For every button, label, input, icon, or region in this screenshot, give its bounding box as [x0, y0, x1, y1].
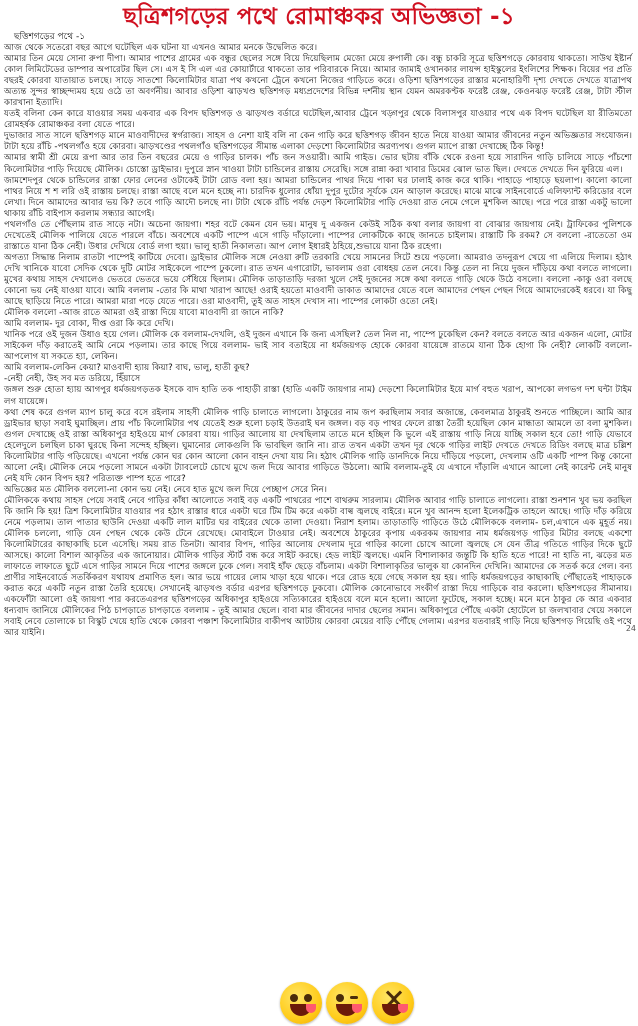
paragraph: জামশেদপুর থেকে চান্ডিলের রাস্তা ফোর লেনের ওটাকেই টাটা রোড বলা হয়। আমরা চান্ডিলের পাথর দিয়ে পাকা ঘর ঢালাই কাজ করে থাকি। পাহাড়ে পাহাড়ে ছয়লাপ। কালো কালো পাথর নিয়ে শ শ লরি ওই রাস্তায় চলছে। রাস্তা আছে বলে মনে হচ্ছে না। চারদিক ধুলোর ধোঁয়া দুপুর দুটোর সূর্যকে যেন আড়াল করেছে। মাঝে মাঝে সাইনবোর্ডে এলিফ্যান্ট করিডোর বলে লেখা। দিনে আমাদের আবার ভয় কি? তবে গাড়ি আদৌ চলছে না। টাটা থেকে রাঁচি পর্যন্ত দেড়শ কিলোমিটার পাড়ি দেওয়া রাত নেমে গেলে মুশকিল আছে। পরে পরে রাস্তা একটু ভালো থাকায় রাঁচি বাইপাস করলাম সন্ধ্যার আগেই। [4, 175, 632, 219]
paragraph: আমার স্বামী শ্রী মেয়ে রূপা আর তার তিন বছরের মেয়ে ও গাড়ির চালক। পাঁচ জন সওয়ারী। আমি গাইড। ভোর ছটায় বাঁকি থেকে রওনা হয়ে সারাদিন গাড়ি চালিয়ে সাড়ে পাঁচশো কিলোমিটার পাড়ি দিয়েছে মৌলিক। চোস্তো ড্রাইভার। দুপুরে স্নান খাওয়া টাটা চান্ডিলের রাস্তায় সেরেছি। সঙ্গে রান্না করা খাবার ডিমের ঝোল ভাত ছিল। দেখতে দেখতে দিন ফুরিয়ে এল। [4, 153, 632, 175]
paragraph: আজ থেকে সতেরো বছর আগে ঘটেছিল এক ঘটনা যা এখনও আমার মনকে উদ্বেলিত করে। [4, 43, 318, 53]
paragraph: মৌলিককে কথায় সাহস পেয়ে সবাই নেবে গাড়ির কাঁধা আলোতে সবাই বড় একটি পাথরের পাশে বাথরুম সারলাম। মৌলিক আবার গাড়ি চালাতে লাগলো। রাস্তা শুনশান খুব ভয় করছিল কি জানি কি হয়! ত্রিশ কিলোমিটার যাওয়ার পর হঠাৎ রাস্তার ধারে একটা ঘরে টিম টিম করে একটা বাল্ব জ্বলছে বাইরে। মনে খুব আনন্দ হলো ইলেকট্রিক তাহলে আছে। গাড়ি দাঁড় করিয়ে নেমে পড়লাম। তাল পাতার ছাউনি দেওয়া একটি লাল মাটির ঘর বাইরের থেকে তালা দেওয়া। নিরাশ হলাম। তাড়াতাড়ি গাড়িতে উঠে মৌলিককে বললাম- চল,এখানে এক মুহূর্ত নয়। মৌলিক চললো, গাড়ি যেন পেছন থেকে কেউ টেনে রেখেছে। মোবাইলে টাওয়ার নেই। অবশেষে ঠাকুরের কৃপায় একরকম জায়গার নাম ধর্মজয়গড় গাড়ির মিটার বলছে একশো কিলোমিটারের কাছাকাছি চলে এসেছি। সময় রাত তিনটা। আবার বিপদ, গাড়ির আলোয় দেখলাম দূরে গাড়ির কালো চোখে আলো জ্বলছে সে যেন তীব্র গতিতে গাড়ির দিকে ছুটে আসছে। কালো বিশাল আকৃতির এক জানোয়ার। মৌলিক গাড়ির স্টার্ট বন্ধ করে সাইট করছে। হেড লাইট জ্বলছে। এমনি বিশালাকার জন্তুটি কি হাতি হতে পারে! না হাতি না, ঝড়ের মত লাফাতে লাফাতে ছুটে এসে গাড়ির সামনে দিয়ে পাশের জঙ্গলে ঢুকে গেল। সবাই হাঁফ ছেড়ে বাঁচলাম। একটা বিশালাকৃতির ভালুক যা কোনদিন দেখিনি। আমাদের কে সতর্ক করে গেল। বন্য প্রাণীর সাইনবোর্ডে সতর্কিকরণ যথাযথ প্রমাণিত হল। আর ভয়ে গায়ের লোম খাড়া হয়ে থাকে। পরে রোড হয়ে গেছে সকাল হয় হয়। গাড়ি ধর্মজয়গড়ের কাছাকাছি পৌঁছাতেই পাহাড়কে করাত করে একটি নতুন রাস্তা তৈরি হয়েছে। সেখানেই ঝাড়খণ্ড বর্ডার এরপর ছত্তিশগড়ে ঢুকবো। মৌলিক কোনোভাবে সংকীর্ণ রাস্তা দিয়ে গাড়িকে বার করলো। ছত্তিশগড়ের সীমানায়। একফোঁটা আলো ওই জায়গা পার করতেএরপর ছত্তিশগড়ের অধিকাপুর হাইওয়ে সত্যিকারের হাইওয়ে বলে মনে হলো। আলো ফুটেছে, সকাল হচ্ছে। মনে মনে ঠাকুর কে আর একবার ধন্যবাদ জানিয়ে মৌলিকের পিঠ চাপড়াতে চাপড়াতে বললাম - তুই আমার ছেলে। বাবা মার জীবনের দাদার ছেলের সমান। অধিকাপুরে পৌঁছে একটা হোটেলে চা জলখাবার খেয়ে সকালে সবাই নেবে তোলাকে চা বিস্কুট খেয়ে হাতি থেকে কোরবা পঞ্চাশ কিলোমিটার বাকীপথ আটটায় কোরবা মেয়ের বাড়ি পৌঁছে গেলাম। এরপর যতবারই গাড়ি নিয়ে ছত্তিশগড় গিয়েছি ওই পথে আর যাইনি। [4, 495, 632, 639]
tongue-out-face-icon [280, 982, 322, 1024]
paragraph: দুভাজার সাত সালে ছত্তিশগড় মানে মাওবাদীদের স্বর্গরাজ্য। সাহস ও নেশা যাই বলি না কেন গাড়ি করে ছত্তিশগড় জীবন হাতে নিয়ে যাওয়া আমার জীবনের নতুন অভিজ্ঞতার সংযোজন। টাটা হয়ে রাঁচি -পথলগাঁও হয়ে কোরবা। ঝাড়খণ্ডের পথলগাঁও ছত্তিশগড়ের সীমান্ত এলাকা দেড়শো কিলোমিটার অরণ্যপথ। গুগল ম্যাপে রাস্তা দেখাচ্ছে ঠিক কিন্তু! [4, 131, 632, 153]
paragraph: মৌলিক বললো -আজ রাতে আমরা ওই রাস্তা দিয়ে যাবো মাওবাদী রা জানে নাকি? [4, 308, 284, 319]
paragraph: আমার তিন মেয়ে সোনা রুপা দীপা। আমার পাশের গ্রামের এক বন্ধুর ছেলের সঙ্গে বিয়ে দিয়েছিলাম মেজো মেয়ে রুপালী কে। বন্ধু চাকরি সূত্রে ছত্তিশগড়ে কোরবায় থাকতো। সাউথ ইষ্টার্ন কোল লিমিটেডের ডাম্পার অপারেটর ছিল সে। এস ই সি এল এর কোয়ার্টারে থাকতো তার পরিবারকে নিয়ে। আমার জামাই ওখানকার লায়ন্স হাইস্কুলের ইংলিশের শিক্ষক। বিয়ের পর প্রতি বছরই কোরবা যাতায়াত চলছে। সাড়ে সাতশো কিলোমিটার যাত্রা পথ কখনো ট্রেনে কখনো নিজের গাড়িতে করে। ওড়িশা ছত্তিশগড়ের রাস্তার মনোহারিণী দৃশ্য দেখতে দেখতে যাত্রাপথ অত্যন্ত সুন্দর স্বাচ্ছন্দ্যময় হয়ে ওঠে তা অবর্ণনীয়। আবার ওড়িশা ঝাড়খণ্ড ছত্তিশগড় মধ্যপ্রদেশের বিভিন্ন দর্শনীয় স্থান যেমন অমরকণ্টক ফরেষ্ট রেঞ্জ, কেওনঝড় ফরেষ্ট রেঞ্জ, টাটা স্টীল কারখানা ইত্যাদি। [4, 54, 632, 109]
paragraph: কথা শেষ করে গুগল ম্যাপ চালু করে বসে রইলাম সাহসী মৌলিক গাড়ি চালাতে লাগলো। ঠাকুরের নাম জপ করছিলাম সবার অজান্তে, কেবলমাত্র ঠাকুরই শুনতে পাচ্ছিলে। আমি আর ড্রাইভার ছাড়া সবাই ঘুমাচ্ছিল। প্রায় পাঁচ কিলোমিটার পথ যেতেই শুরু হলো চড়াই উতরাই ঘন জঙ্গল। বড় বড় পাথর ফেলে রাস্তা তৈরী হয়েছিল কোন মান্ধাতা আমলে তা বলা মুশকিল। গুগল দেখাচ্ছে ওই রাস্তা অধিকাপুর হাইওয়ে মার্গ কোরবা যায়। গাড়ির আলোয় যা দেখছিলাম তাতে মনে হচ্ছিল কি ভুলে এই রাস্তায় গাড়ি নিয়ে যাচ্ছি সকাল হবে তো! গাড়ি যেভাবে হেলেদুলে চলছিল চাকা ঘুরছে কিনা সন্দেহ হচ্ছিল। ঘুমানোর লোকগুলি কি ভাবছিল জানি না। রাত তখন একটা তখন দূর থেকে গাড়ির লাইট দেখতে দেখতে রিডিং বলছে মাত্র চল্লিশ কিলোমিটার গাড়ি গড়িয়েছে। এখনো পর্যন্ত কোন ঘর কোন আলো কোন বাহন দেখা যায় নি। হঠাৎ মৌলিক গাড়ি ডানদিকে নিয়ে দাঁড়িয়ে পড়লো, দেখলাম ওটি একটি পাম্প কিন্তু কোনো আলো নেই। মৌলিক নেমে পড়লো সামনে একটা ট্যাবলেটে চোখে মুখে জল দিয়ে আবার গাড়িতে উঠলো। আমি বললাম-তুই যে এখানে দাঁড়ালি এখানে আলো নেই কারেন্ট নেই মানুষ নেই যদি কোন বিপদ হয়? পরিত্যক্ত পাম্প হতে পারে? [4, 407, 632, 484]
paragraph: যতই বলিনা কেন কারে যাওয়ার সময় একবার এক বিপদ ছত্তিশগড় ও ঝাড়খণ্ড বর্ডারে ঘটেছিল,আবার ট্রেনে খড়্গপুর থেকে বিলাসপুর যাওয়ার পথে এক বিপদ ঘটেছিল যা রীতিমতো রোমহর্ষক রোমাঞ্চকর বলা যেতে পারে। [4, 109, 632, 131]
subtitle: ছত্তিশগড়ের পথে -১ [14, 32, 86, 42]
paragraph: জঙ্গল শুরু হোতা হ্যায় আগপুর ধর্মজয়গড়তক ইসকে বাদ হাতি তক পাহাড়ী রাস্তা (হাতি একটি জায়গার নাম) দেড়শো কিলোমিটার ইয়ে মার্গ বহুত খরাপ, আপকো লগভগ দশ ঘন্টা টাইম লগ যায়েঙ্গে। [4, 385, 632, 407]
paragraph: পথলগাঁও তে পৌঁছলাম রাত সাড়ে নটা। অচেনা জায়গা। শহর বটে কেমন যেন ভয়। মানুষ দু একজন কেউই সঠিক কথা বলার জায়গা বা বোঝার জায়গায় নেই। ট্রাফিকের পুলিশকে দেখেতেই মৌলিক পালিয়ে যেতে পারলে বাঁচে। অবশেষে একটি পাম্পে এসে গাড়ি দাঁড়ালো। পাম্পের লোকটিকে কাছে জানতে চাইলাম। রাস্তাটি কি রকম? সে বললো -রাতেতো ওম রাস্তাতে যানা ঠিক নেহী। উধার দেখিয়ে বোর্ড লগা হুয়া। ভালু হাতী নিকালতা। আপ লোগ ইধারই ঠহিয়ে,শুভায়ে যানা ঠিক রহেগা। [4, 219, 632, 252]
paragraph: অভিজ্ঞের মত মৌলিক বললো-না কোন ভয় নেই। নেবে হাত মুখে জল দিয়ে পেচ্ছাপ সেরে নিন। [4, 484, 327, 495]
paragraph: খানিক পরে ওই দুজন উধাও হয়ে গেল। মৌলিক কে বললাম-দেখলি, ওই দুজন এখানে কি জন্য এসছিল? তেল নিল না, পাম্পে ঢুকেছিল কেন? বলতে বলতে আর একজন এলো, মোটর সাইকেল দাঁড় করাতেই আমি নেমে পড়লাম। তার কাছে গিয়ে বললাম- ভাই সাব বতাইয়ে না ধর্মজয়গড় হোকে কোরবা যায়েঙ্গে রাতমে যানা ঠিক হোগা কি নেহী? লোকটি বললো-আপলোগ যা সকতে হ্যা, লেকিন। [4, 330, 632, 363]
paragraph: অগত্যা সিদ্ধান্ত নিলাম রাতটা পাম্পেই কাটিয়ে দেবো। ড্রাইভার মৌলিক সঙ্গে নেওয়া রুটি তরকারি খেয়ে সামনের সিটে শুয়ে পড়লো। আমরাও তদনুরূপ খেয়ে গা এলিয়ে দিলাম। হঠাৎ দেখি খানিকে যাবো সেদিক থেকে দুটি মোটর সাইকেলে পাম্পে ঢুকলো। রাত তখন এগারোটা, ভাবলাম ওরা বোধহয় তেল নেবে। কিন্তু তেল না নিয়ে দুজন দাঁড়িয়ে কথা বলতে লাগলো। মুখের কথায় সাহস দেখালেও ভেতরে ভেতরে ভয়ে সেঁধিয়ে ছিলাম। মৌলিক তাড়াতাড়ি দরজা খুলে সেই দুজনের সঙ্গে কথা বলতে গাড়ি থেকে উঠে বসলো। বললো -কাকু ওরা বলছে কোনো ভয় নেই যাওয়া যাবে। আমি বললাম -তোর কি মাথা খারাপ আছে! ওরাই হয়তো মাওবাদী ডাকাত আমাদের যেতে বলে আমাদের পেছন পেছন গিয়ে আমাদেরকেই ধরবে। যা কিছু আছে ছাড়িয়ে নিতে পারে। আমরা মারা পড়ে যেতে পারে। ওরা মাওবাদী, তুই অত সাহস দেখাস না। পাম্পের লোকটা ওতো নেই। [4, 252, 632, 308]
squinting-face-icon [372, 982, 414, 1024]
page-title: ছত্রিশগড়ের পথে রোমাঞ্চকর অভিজ্ঞতা -১ [123, 4, 515, 30]
emoji-row [280, 982, 414, 1024]
winking-face-icon [326, 982, 368, 1024]
paragraph: আমি বললাম-লেকিন কেয়া? মাওবাদী হ্যায় কিয়া? বাঘ, ভালু, হাতী কুছ? [4, 363, 250, 374]
page-number: 24 [625, 624, 636, 633]
article-body [0, 43, 638, 640]
paragraph: আমি বললাম- দুর বোকা, দীপ্ত ওরা কি করে দেখি। [4, 319, 174, 330]
paragraph: -নেহী নেহী, উহ সব মত ডরিয়ে, হিঁয়াসে [4, 374, 141, 385]
